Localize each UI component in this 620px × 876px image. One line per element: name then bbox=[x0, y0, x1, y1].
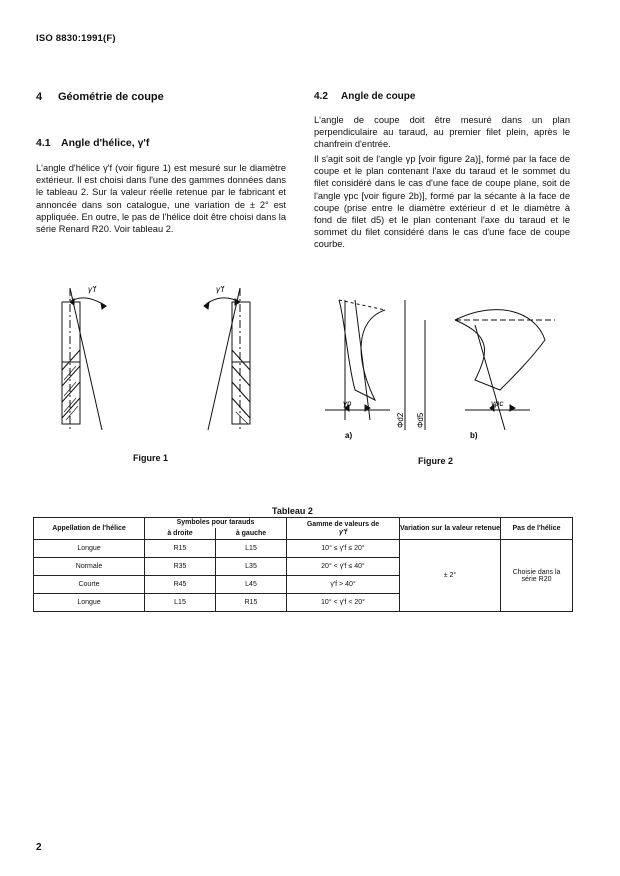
cell-gauche: L45 bbox=[216, 576, 287, 594]
header-droite: à droite bbox=[145, 528, 216, 540]
cell-gamme: 10° < γ'f < 20° bbox=[287, 594, 400, 612]
cell-pas: Choisie dans la série R20 bbox=[501, 540, 573, 612]
header-appellation: Appellation de l'hélice bbox=[34, 518, 145, 540]
cell-droite: L15 bbox=[145, 594, 216, 612]
table-header-row bbox=[34, 518, 573, 529]
cell-droite: R15 bbox=[145, 540, 216, 558]
section-4-2-title: Angle de coupe bbox=[341, 91, 416, 102]
figure-1-label-left: γ'f bbox=[88, 285, 96, 294]
figure-1-label-right: γ'f bbox=[216, 285, 224, 294]
figure-2-label-gpc: γpc bbox=[491, 399, 504, 408]
figure-1-caption: Figure 1 bbox=[133, 453, 169, 463]
section-4-1-number: 4.1 bbox=[36, 137, 51, 149]
cell-appellation: Normale bbox=[34, 558, 145, 576]
cell-gauche: L15 bbox=[216, 540, 287, 558]
tap-left-hand bbox=[204, 288, 250, 430]
figure-2-label-d5: Φd5 bbox=[416, 412, 425, 428]
figure-1-drawing bbox=[40, 270, 290, 450]
cell-gamme: 20° < γ'f ≤ 40° bbox=[287, 558, 400, 576]
cell-gamme: γ'f > 40° bbox=[287, 576, 400, 594]
section-4-title: Géométrie de coupe bbox=[58, 91, 164, 103]
section-4-heading bbox=[36, 91, 164, 103]
tap-right-hatching bbox=[234, 368, 248, 424]
header-gamme-symbol: γ'f bbox=[339, 528, 347, 536]
cell-gauche: R15 bbox=[216, 594, 287, 612]
figure-2b-profile bbox=[405, 300, 555, 430]
header-variation: Variation sur la valeur retenue bbox=[400, 518, 501, 540]
header-gamme bbox=[287, 518, 400, 540]
table-2 bbox=[33, 517, 573, 612]
cell-appellation: Longue bbox=[34, 540, 145, 558]
section-4-1-heading bbox=[36, 137, 149, 149]
tap-left-hatching bbox=[64, 366, 78, 420]
section-4-2-heading bbox=[314, 91, 415, 102]
figure-2-label-gp: γp bbox=[343, 399, 352, 408]
section-4-2-paragraph-2: Il s'agit soit de l'angle γp [voir figure 2a)], formé par la face de coupe et le plan contenant l'axe du taraud et le sommet du filet considéré dans le cas d'une face de coupe plane, soit de l'angle γpc [voir figure 2b)], formé par la sécante à la face de coupe (prise entre le diamètre extérieur d et le diamètre à fond de filet d5) et le plan contenant l'axe du taraud et le sommet du filet considéré dans le cas d'une face de coupe courbe. bbox=[314, 154, 570, 250]
section-4-1-paragraph: L'angle d'hélice γ'f (voir figure 1) est mesuré sur le diamètre extérieur. Il est choisi dans l'une des gammes données dans le tableau 2. Sur la valeur réelle retenue par le fabricant et annoncée dans son catalogue, une variation de ± 2° est appliquée. En outre, le pas de l'hélice doit être choisi dans la série Renard R20. Voir tableau 2. bbox=[36, 163, 286, 235]
cell-appellation: Courte bbox=[34, 576, 145, 594]
figure-2-caption: Figure 2 bbox=[418, 456, 454, 466]
figure-2-label-d2: Φd2 bbox=[396, 412, 405, 428]
cell-droite: R45 bbox=[145, 576, 216, 594]
section-4-2-number: 4.2 bbox=[314, 91, 328, 102]
document-id: ISO 8830:1991(F) bbox=[36, 33, 116, 44]
cell-gauche: L35 bbox=[216, 558, 287, 576]
figure-2-sub-b: b) bbox=[470, 431, 478, 440]
table-2-title: Tableau 2 bbox=[272, 506, 313, 516]
cell-appellation: Longue bbox=[34, 594, 145, 612]
cell-droite: R35 bbox=[145, 558, 216, 576]
section-4-2-paragraph-1: L'angle de coupe doit être mesuré dans un plan perpendiculaire au taraud, au premier filet plein, après le chanfrein d'entrée. bbox=[314, 115, 570, 150]
cell-variation: ± 2° bbox=[400, 540, 501, 612]
figure-2-sub-a: a) bbox=[345, 431, 353, 440]
section-4-number: 4 bbox=[36, 91, 43, 103]
header-gauche: à gauche bbox=[216, 528, 287, 540]
page-number: 2 bbox=[36, 842, 42, 853]
section-4-1-title: Angle d'hélice, γ'f bbox=[61, 137, 150, 149]
header-symboles: Symboles pour tarauds bbox=[145, 518, 287, 529]
header-gamme-text: Gamme de valeurs de bbox=[306, 520, 380, 528]
header-pas: Pas de l'hélice bbox=[501, 518, 573, 540]
figure-2-drawing bbox=[315, 280, 565, 450]
cell-gamme: 10° ≤ γ'f ≤ 20° bbox=[287, 540, 400, 558]
tap-right-hand bbox=[62, 288, 106, 430]
table-row bbox=[34, 540, 573, 558]
figure-2a-profile bbox=[325, 300, 390, 420]
